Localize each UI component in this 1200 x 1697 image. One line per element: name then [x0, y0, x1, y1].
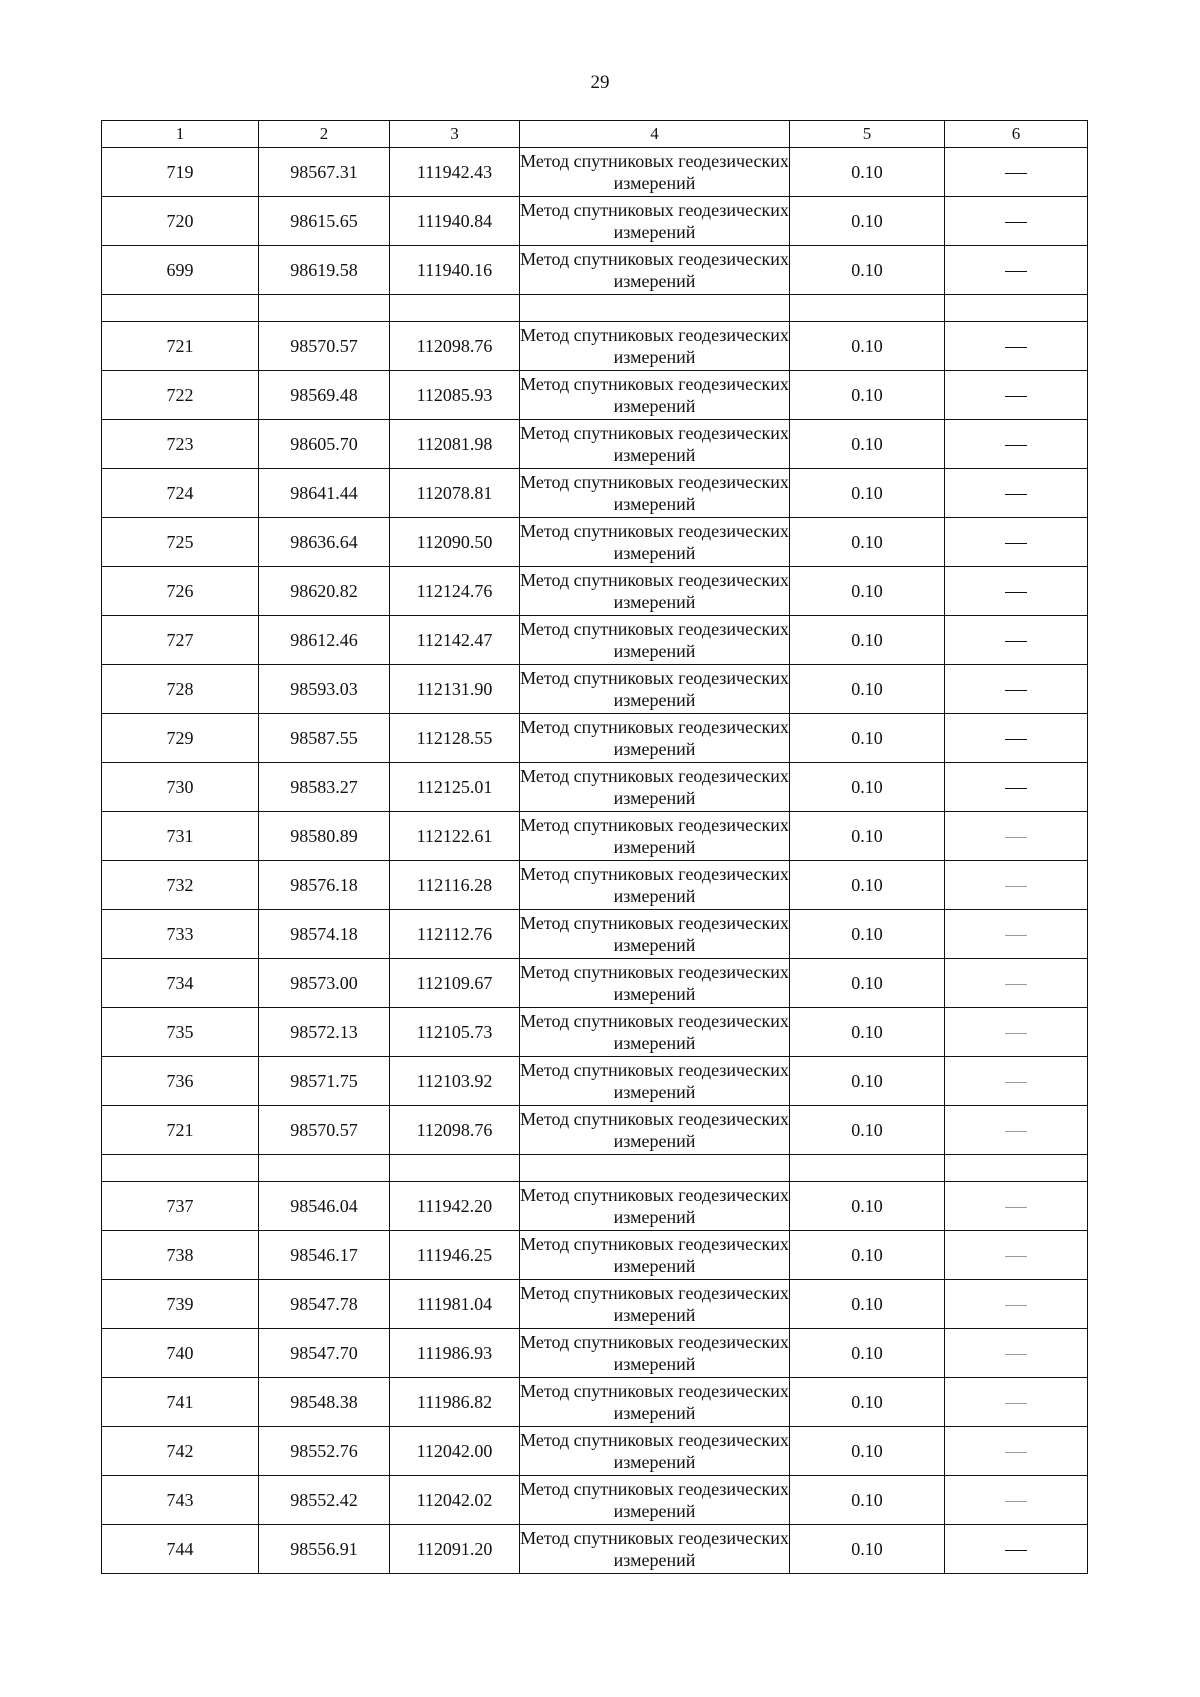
- note-cell: [945, 665, 1088, 714]
- dash-mark: [1005, 1354, 1027, 1355]
- y-coordinate-cell: 112128.55: [390, 714, 520, 763]
- accuracy-cell: 0.10: [790, 1280, 945, 1329]
- accuracy-cell: 0.10: [790, 1057, 945, 1106]
- point-number-cell: 733: [102, 910, 259, 959]
- x-coordinate-cell: 98556.91: [259, 1525, 390, 1574]
- point-number-cell: 728: [102, 665, 259, 714]
- y-coordinate-cell: 111946.25: [390, 1231, 520, 1280]
- method-cell: Метод спутниковых геодезических измерений: [520, 763, 790, 812]
- point-number-cell: 722: [102, 371, 259, 420]
- note-cell: [945, 1476, 1088, 1525]
- x-coordinate-cell: 98570.57: [259, 1106, 390, 1155]
- method-cell: Метод спутниковых геодезических измерений: [520, 420, 790, 469]
- x-coordinate-cell: 98620.82: [259, 567, 390, 616]
- spacer-row: [102, 1155, 1088, 1182]
- y-coordinate-cell: 111986.93: [390, 1329, 520, 1378]
- note-cell: [945, 148, 1088, 197]
- y-coordinate-cell: 112098.76: [390, 322, 520, 371]
- method-cell: Метод спутниковых геодезических измерений: [520, 1231, 790, 1280]
- table-row: [102, 197, 1088, 246]
- method-cell: Метод спутниковых геодезических измерений: [520, 1476, 790, 1525]
- note-cell: [945, 861, 1088, 910]
- x-coordinate-cell: 98580.89: [259, 812, 390, 861]
- point-number-cell: 740: [102, 1329, 259, 1378]
- table-body: [102, 148, 1088, 1574]
- accuracy-cell: 0.10: [790, 1378, 945, 1427]
- y-coordinate-cell: 112124.76: [390, 567, 520, 616]
- column-header: 6: [945, 121, 1088, 148]
- note-cell: [945, 959, 1088, 1008]
- y-coordinate-cell: 112091.20: [390, 1525, 520, 1574]
- dash-mark: [1005, 739, 1027, 740]
- accuracy-cell: 0.10: [790, 665, 945, 714]
- empty-cell: [102, 1155, 259, 1182]
- point-number-cell: 739: [102, 1280, 259, 1329]
- column-header: 3: [390, 121, 520, 148]
- point-number-cell: 742: [102, 1427, 259, 1476]
- accuracy-cell: 0.10: [790, 567, 945, 616]
- note-cell: [945, 1280, 1088, 1329]
- x-coordinate-cell: 98548.38: [259, 1378, 390, 1427]
- accuracy-cell: 0.10: [790, 861, 945, 910]
- point-number-cell: 744: [102, 1525, 259, 1574]
- dash-mark: [1005, 173, 1027, 174]
- method-cell: Метод спутниковых геодезических измерений: [520, 371, 790, 420]
- note-cell: [945, 420, 1088, 469]
- method-cell: Метод спутниковых геодезических измерений: [520, 1427, 790, 1476]
- x-coordinate-cell: 98576.18: [259, 861, 390, 910]
- dash-mark: [1005, 1403, 1027, 1404]
- point-number-cell: 726: [102, 567, 259, 616]
- column-header: 1: [102, 121, 259, 148]
- method-cell: Метод спутниковых геодезических измерений: [520, 1008, 790, 1057]
- table-row: [102, 322, 1088, 371]
- x-coordinate-cell: 98587.55: [259, 714, 390, 763]
- note-cell: [945, 246, 1088, 295]
- x-coordinate-cell: 98636.64: [259, 518, 390, 567]
- empty-cell: [945, 1155, 1088, 1182]
- note-cell: [945, 518, 1088, 567]
- table-row: [102, 910, 1088, 959]
- empty-cell: [259, 1155, 390, 1182]
- accuracy-cell: 0.10: [790, 1525, 945, 1574]
- empty-cell: [102, 295, 259, 322]
- x-coordinate-cell: 98546.04: [259, 1182, 390, 1231]
- point-number-cell: 720: [102, 197, 259, 246]
- method-cell: Метод спутниковых геодезических измерений: [520, 518, 790, 567]
- note-cell: [945, 763, 1088, 812]
- table-row: [102, 665, 1088, 714]
- accuracy-cell: 0.10: [790, 371, 945, 420]
- x-coordinate-cell: 98573.00: [259, 959, 390, 1008]
- y-coordinate-cell: 112042.02: [390, 1476, 520, 1525]
- empty-cell: [390, 1155, 520, 1182]
- accuracy-cell: 0.10: [790, 1329, 945, 1378]
- table-row: [102, 1329, 1088, 1378]
- point-number-cell: 721: [102, 322, 259, 371]
- method-cell: Метод спутниковых геодезических измерений: [520, 861, 790, 910]
- coordinates-table: [101, 120, 1088, 1574]
- method-cell: Метод спутниковых геодезических измерений: [520, 616, 790, 665]
- point-number-cell: 732: [102, 861, 259, 910]
- y-coordinate-cell: 111940.84: [390, 197, 520, 246]
- dash-mark: [1005, 1033, 1027, 1034]
- accuracy-cell: 0.10: [790, 1476, 945, 1525]
- dash-mark: [1005, 494, 1027, 495]
- accuracy-cell: 0.10: [790, 469, 945, 518]
- note-cell: [945, 469, 1088, 518]
- note-cell: [945, 197, 1088, 246]
- x-coordinate-cell: 98615.65: [259, 197, 390, 246]
- y-coordinate-cell: 112142.47: [390, 616, 520, 665]
- method-cell: Метод спутниковых геодезических измерений: [520, 1057, 790, 1106]
- x-coordinate-cell: 98593.03: [259, 665, 390, 714]
- x-coordinate-cell: 98570.57: [259, 322, 390, 371]
- y-coordinate-cell: 112122.61: [390, 812, 520, 861]
- note-cell: [945, 1525, 1088, 1574]
- x-coordinate-cell: 98567.31: [259, 148, 390, 197]
- y-coordinate-cell: 111981.04: [390, 1280, 520, 1329]
- note-cell: [945, 1182, 1088, 1231]
- method-cell: Метод спутниковых геодезических измерений: [520, 197, 790, 246]
- y-coordinate-cell: 112081.98: [390, 420, 520, 469]
- accuracy-cell: 0.10: [790, 959, 945, 1008]
- dash-mark: [1005, 543, 1027, 544]
- accuracy-cell: 0.10: [790, 1231, 945, 1280]
- method-cell: Метод спутниковых геодезических измерений: [520, 567, 790, 616]
- dash-mark: [1005, 271, 1027, 272]
- y-coordinate-cell: 112042.00: [390, 1427, 520, 1476]
- x-coordinate-cell: 98619.58: [259, 246, 390, 295]
- point-number-cell: 729: [102, 714, 259, 763]
- dash-mark: [1005, 690, 1027, 691]
- point-number-cell: 723: [102, 420, 259, 469]
- point-number-cell: 735: [102, 1008, 259, 1057]
- point-number-cell: 725: [102, 518, 259, 567]
- x-coordinate-cell: 98612.46: [259, 616, 390, 665]
- table-row: [102, 763, 1088, 812]
- note-cell: [945, 1106, 1088, 1155]
- accuracy-cell: 0.10: [790, 1106, 945, 1155]
- x-coordinate-cell: 98574.18: [259, 910, 390, 959]
- dash-mark: [1005, 886, 1027, 887]
- dash-mark: [1005, 1131, 1027, 1132]
- x-coordinate-cell: 98572.13: [259, 1008, 390, 1057]
- table-row: [102, 420, 1088, 469]
- point-number-cell: 727: [102, 616, 259, 665]
- empty-cell: [945, 295, 1088, 322]
- accuracy-cell: 0.10: [790, 246, 945, 295]
- accuracy-cell: 0.10: [790, 148, 945, 197]
- dash-mark: [1005, 347, 1027, 348]
- note-cell: [945, 322, 1088, 371]
- note-cell: [945, 1378, 1088, 1427]
- accuracy-cell: 0.10: [790, 812, 945, 861]
- dash-mark: [1005, 1305, 1027, 1306]
- dash-mark: [1005, 984, 1027, 985]
- table-row: [102, 1106, 1088, 1155]
- x-coordinate-cell: 98546.17: [259, 1231, 390, 1280]
- dash-mark: [1005, 1256, 1027, 1257]
- accuracy-cell: 0.10: [790, 322, 945, 371]
- method-cell: Метод спутниковых геодезических измерений: [520, 148, 790, 197]
- note-cell: [945, 910, 1088, 959]
- x-coordinate-cell: 98605.70: [259, 420, 390, 469]
- y-coordinate-cell: 111940.16: [390, 246, 520, 295]
- table-row: [102, 1378, 1088, 1427]
- x-coordinate-cell: 98583.27: [259, 763, 390, 812]
- y-coordinate-cell: 112098.76: [390, 1106, 520, 1155]
- y-coordinate-cell: 112085.93: [390, 371, 520, 420]
- note-cell: [945, 1008, 1088, 1057]
- table-row: [102, 861, 1088, 910]
- table-header-row: [102, 121, 1088, 148]
- y-coordinate-cell: 112090.50: [390, 518, 520, 567]
- empty-cell: [520, 295, 790, 322]
- point-number-cell: 738: [102, 1231, 259, 1280]
- method-cell: Метод спутниковых геодезических измерений: [520, 959, 790, 1008]
- dash-mark: [1005, 1082, 1027, 1083]
- note-cell: [945, 714, 1088, 763]
- note-cell: [945, 567, 1088, 616]
- empty-cell: [790, 295, 945, 322]
- table-row: [102, 616, 1088, 665]
- point-number-cell: 699: [102, 246, 259, 295]
- note-cell: [945, 1427, 1088, 1476]
- empty-cell: [520, 1155, 790, 1182]
- table-row: [102, 1008, 1088, 1057]
- point-number-cell: 719: [102, 148, 259, 197]
- table-row: [102, 714, 1088, 763]
- method-cell: Метод спутниковых геодезических измерений: [520, 1182, 790, 1231]
- empty-cell: [390, 295, 520, 322]
- accuracy-cell: 0.10: [790, 910, 945, 959]
- table-row: [102, 959, 1088, 1008]
- y-coordinate-cell: 112131.90: [390, 665, 520, 714]
- note-cell: [945, 812, 1088, 861]
- note-cell: [945, 1057, 1088, 1106]
- y-coordinate-cell: 112109.67: [390, 959, 520, 1008]
- method-cell: Метод спутниковых геодезических измерений: [520, 1378, 790, 1427]
- x-coordinate-cell: 98552.76: [259, 1427, 390, 1476]
- method-cell: Метод спутниковых геодезических измерений: [520, 246, 790, 295]
- dash-mark: [1005, 641, 1027, 642]
- table-row: [102, 567, 1088, 616]
- table-row: [102, 1525, 1088, 1574]
- table-row: [102, 148, 1088, 197]
- method-cell: Метод спутниковых геодезических измерений: [520, 665, 790, 714]
- x-coordinate-cell: 98641.44: [259, 469, 390, 518]
- y-coordinate-cell: 112078.81: [390, 469, 520, 518]
- x-coordinate-cell: 98547.70: [259, 1329, 390, 1378]
- table-row: [102, 469, 1088, 518]
- dash-mark: [1005, 592, 1027, 593]
- method-cell: Метод спутниковых геодезических измерений: [520, 1280, 790, 1329]
- table-row: [102, 1427, 1088, 1476]
- empty-cell: [790, 1155, 945, 1182]
- y-coordinate-cell: 112105.73: [390, 1008, 520, 1057]
- point-number-cell: 736: [102, 1057, 259, 1106]
- point-number-cell: 734: [102, 959, 259, 1008]
- table-row: [102, 246, 1088, 295]
- point-number-cell: 721: [102, 1106, 259, 1155]
- method-cell: Метод спутниковых геодезических измерений: [520, 1525, 790, 1574]
- spacer-row: [102, 295, 1088, 322]
- table-row: [102, 1057, 1088, 1106]
- point-number-cell: 730: [102, 763, 259, 812]
- point-number-cell: 731: [102, 812, 259, 861]
- dash-mark: [1005, 1452, 1027, 1453]
- page-number: 29: [590, 72, 610, 93]
- dash-mark: [1005, 1501, 1027, 1502]
- dash-mark: [1005, 837, 1027, 838]
- point-number-cell: 743: [102, 1476, 259, 1525]
- empty-cell: [259, 295, 390, 322]
- method-cell: Метод спутниковых геодезических измерений: [520, 910, 790, 959]
- dash-mark: [1005, 935, 1027, 936]
- y-coordinate-cell: 111942.43: [390, 148, 520, 197]
- table-row: [102, 1231, 1088, 1280]
- dash-mark: [1005, 1207, 1027, 1208]
- y-coordinate-cell: 112112.76: [390, 910, 520, 959]
- note-cell: [945, 616, 1088, 665]
- point-number-cell: 724: [102, 469, 259, 518]
- table-row: [102, 812, 1088, 861]
- y-coordinate-cell: 111986.82: [390, 1378, 520, 1427]
- accuracy-cell: 0.10: [790, 763, 945, 812]
- column-header: 4: [520, 121, 790, 148]
- dash-mark: [1005, 1550, 1027, 1551]
- x-coordinate-cell: 98552.42: [259, 1476, 390, 1525]
- x-coordinate-cell: 98547.78: [259, 1280, 390, 1329]
- note-cell: [945, 371, 1088, 420]
- y-coordinate-cell: 112125.01: [390, 763, 520, 812]
- table-row: [102, 1476, 1088, 1525]
- y-coordinate-cell: 112103.92: [390, 1057, 520, 1106]
- accuracy-cell: 0.10: [790, 197, 945, 246]
- point-number-cell: 741: [102, 1378, 259, 1427]
- table-row: [102, 518, 1088, 567]
- dash-mark: [1005, 222, 1027, 223]
- accuracy-cell: 0.10: [790, 714, 945, 763]
- dash-mark: [1005, 445, 1027, 446]
- point-number-cell: 737: [102, 1182, 259, 1231]
- y-coordinate-cell: 111942.20: [390, 1182, 520, 1231]
- column-header: 5: [790, 121, 945, 148]
- accuracy-cell: 0.10: [790, 518, 945, 567]
- accuracy-cell: 0.10: [790, 616, 945, 665]
- table-row: [102, 371, 1088, 420]
- accuracy-cell: 0.10: [790, 1427, 945, 1476]
- method-cell: Метод спутниковых геодезических измерений: [520, 812, 790, 861]
- method-cell: Метод спутниковых геодезических измерений: [520, 322, 790, 371]
- x-coordinate-cell: 98569.48: [259, 371, 390, 420]
- method-cell: Метод спутниковых геодезических измерений: [520, 714, 790, 763]
- method-cell: Метод спутниковых геодезических измерений: [520, 1106, 790, 1155]
- table-row: [102, 1280, 1088, 1329]
- note-cell: [945, 1329, 1088, 1378]
- column-header: 2: [259, 121, 390, 148]
- accuracy-cell: 0.10: [790, 420, 945, 469]
- dash-mark: [1005, 396, 1027, 397]
- table-row: [102, 1182, 1088, 1231]
- note-cell: [945, 1231, 1088, 1280]
- dash-mark: [1005, 788, 1027, 789]
- method-cell: Метод спутниковых геодезических измерений: [520, 469, 790, 518]
- x-coordinate-cell: 98571.75: [259, 1057, 390, 1106]
- y-coordinate-cell: 112116.28: [390, 861, 520, 910]
- accuracy-cell: 0.10: [790, 1182, 945, 1231]
- method-cell: Метод спутниковых геодезических измерений: [520, 1329, 790, 1378]
- accuracy-cell: 0.10: [790, 1008, 945, 1057]
